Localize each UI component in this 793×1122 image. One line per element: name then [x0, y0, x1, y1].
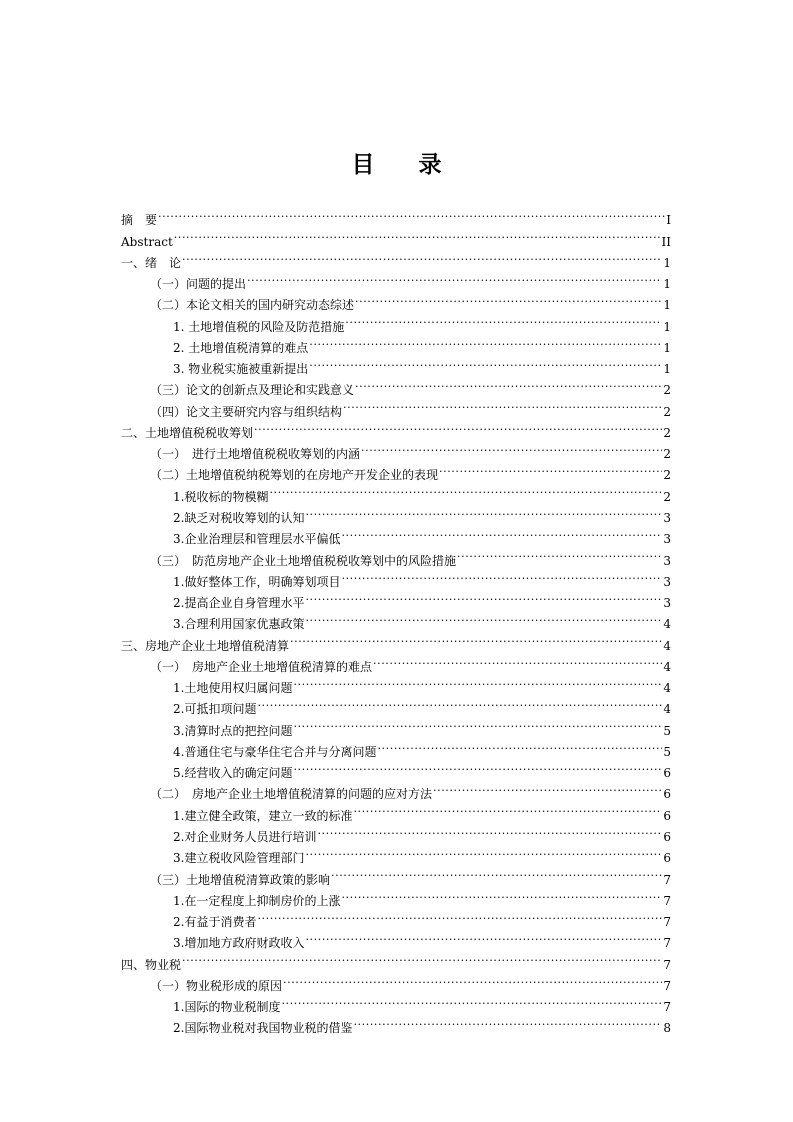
toc-leader-dots — [182, 246, 662, 267]
toc-entry-page-number: 6 — [663, 787, 671, 802]
toc-entry-page-number: 4 — [663, 681, 671, 696]
toc-entry-page-number: 7 — [663, 957, 671, 972]
toc-entry-page-number: 6 — [663, 829, 671, 844]
toc-entry-page-number: 6 — [663, 766, 671, 781]
toc-entry-page-number: 3 — [663, 596, 671, 611]
toc-entry-text: 1. 土地增值税的风险及防范措施 — [173, 319, 345, 334]
toc-entry-page-number: 3 — [663, 574, 671, 589]
toc-entry-text: 1.税收标的物模糊 — [173, 489, 269, 504]
toc-entry-page-number: 2 — [663, 404, 671, 419]
toc-entry-text: 3.清算时点的把控问题 — [173, 723, 293, 738]
toc-entry-text: 二、土地增值税税收筹划 — [121, 425, 254, 440]
toc-entry-page-number: 4 — [663, 659, 671, 674]
toc-entry-page-number: 6 — [663, 808, 671, 823]
toc-entry-page-number: 2 — [663, 468, 671, 483]
toc-title-char-2: 录 — [418, 152, 442, 178]
toc-entry-text: 摘 要 — [121, 213, 158, 228]
toc-entry-page-number: 5 — [663, 744, 671, 759]
toc-entry-text: 1.建立健全政策，建立一致的标准 — [173, 808, 353, 823]
toc-entry-page-number: 7 — [663, 978, 671, 993]
toc-leader-dots — [305, 926, 662, 947]
toc-entry-text: 5.经营收入的确定问题 — [173, 766, 293, 781]
toc-entry-text: 1.做好整体工作，明确筹划项目 — [173, 574, 341, 589]
toc-entry-page-number: 3 — [663, 532, 671, 547]
toc-leader-dots — [290, 628, 662, 649]
toc-entry-text: 3.建立税收风险管理部门 — [173, 851, 305, 866]
toc-leader-dots — [345, 309, 662, 330]
toc-entry-page-number: 1 — [663, 362, 671, 377]
toc-entry[interactable] — [121, 947, 671, 972]
toc-leader-dots — [247, 267, 662, 288]
toc-entry[interactable] — [121, 246, 671, 270]
toc-entry-text: （一） 进行土地增值税税收筹划的内涵 — [150, 447, 361, 462]
toc-entry-page-number: 8 — [663, 1021, 671, 1036]
toc-leader-dots — [433, 777, 662, 798]
toc-leader-dots — [331, 862, 662, 883]
toc-leader-dots — [158, 203, 665, 224]
toc-entry-text: 三、房地产企业土地增值税清算 — [121, 638, 290, 653]
toc-entry-text: 四、物业税 — [121, 957, 182, 972]
toc-leader-dots — [341, 884, 662, 905]
toc-leader-dots — [355, 288, 662, 309]
toc-entry-text: 3.合理利用国家优惠政策 — [173, 617, 305, 632]
toc-entry-page-number: 7 — [663, 936, 671, 951]
toc-leader-dots — [309, 331, 662, 352]
toc-leader-dots — [305, 607, 662, 628]
toc-entry-text: （二） 房地产企业土地增值税清算的问题的应对方法 — [150, 787, 433, 802]
toc-entry-text: （二）土地增值税纳税筹划的在房地产开发企业的表现 — [150, 468, 439, 483]
toc-leader-dots — [257, 692, 662, 713]
toc-entry-text: 4.普通住宅与豪华住宅合并与分离问题 — [173, 744, 377, 759]
toc-entry[interactable] — [121, 224, 671, 249]
toc-entry-page-number: 2 — [663, 447, 671, 462]
toc-entry-page-number: 7 — [663, 1000, 671, 1015]
toc-leader-dots — [293, 713, 662, 734]
toc-leader-dots — [341, 565, 662, 586]
toc-leader-dots — [353, 1011, 662, 1032]
toc-leader-dots — [293, 671, 662, 692]
toc-entry-text: 1.土地使用权归属问题 — [173, 681, 293, 696]
toc-leader-dots — [305, 841, 662, 862]
toc-entry-text: 2.有益于消费者 — [173, 915, 257, 930]
toc-leader-dots — [283, 969, 662, 990]
toc-leader-dots — [355, 373, 662, 394]
toc-leader-dots — [257, 905, 662, 926]
toc-leader-dots — [174, 224, 661, 245]
toc-leader-dots — [343, 394, 662, 415]
toc-entry-text: 一、绪 论 — [121, 255, 182, 270]
toc-entry-page-number: 4 — [663, 702, 671, 717]
toc-entry[interactable] — [121, 969, 671, 993]
toc-entry-page-number: 6 — [663, 851, 671, 866]
toc-entry-text: 2.国际物业税对我国物业税的借鉴 — [173, 1021, 353, 1036]
toc-title-char-1: 目 — [351, 152, 375, 178]
toc-entry-page-number: 1 — [663, 319, 671, 334]
toc-leader-dots — [361, 437, 662, 458]
toc-entry-page-number: 1 — [663, 298, 671, 313]
toc-entry-text: （二）本论文相关的国内研究动态综述 — [150, 298, 355, 313]
toc-entry-page-number: 4 — [663, 617, 671, 632]
toc-leader-dots — [281, 990, 662, 1011]
toc-entry-text: （三） 防范房地产企业土地增值税税收筹划中的风险措施 — [150, 553, 457, 568]
toc-leader-dots — [377, 735, 662, 756]
toc-entry-text: 2.缺乏对税收筹划的认知 — [173, 510, 305, 525]
toc-entry-page-number: 1 — [663, 340, 671, 355]
toc-entry-text: 2.可抵扣项问题 — [173, 702, 257, 717]
toc-entry-text: （三）土地增值税清算政策的影响 — [150, 872, 331, 887]
toc-entry[interactable] — [121, 203, 671, 228]
toc-entry-page-number: 5 — [663, 723, 671, 738]
toc-leader-dots — [305, 586, 662, 607]
toc-leader-dots — [293, 756, 662, 777]
toc-leader-dots — [317, 820, 662, 841]
toc-leader-dots — [353, 798, 662, 819]
toc-leader-dots — [182, 947, 662, 968]
toc-leader-dots — [373, 650, 662, 671]
toc-entry-text: （一）问题的提出 — [150, 277, 247, 292]
toc-leader-dots — [254, 416, 662, 437]
toc-entry-page-number: I — [666, 213, 671, 228]
toc-entry-text: 1.国际的物业税制度 — [173, 1000, 281, 1015]
toc-entry-page-number: 7 — [663, 893, 671, 908]
toc-entry-page-number: II — [661, 234, 671, 249]
toc-entry-page-number: 7 — [663, 915, 671, 930]
toc-entry-page-number: 1 — [663, 277, 671, 292]
toc-entry-text: 2. 土地增值税清算的难点 — [173, 340, 309, 355]
toc-entry-text: 2.对企业财务人员进行培训 — [173, 829, 317, 844]
toc-entry-page-number: 2 — [663, 383, 671, 398]
toc-leader-dots — [305, 501, 662, 522]
toc-list — [121, 203, 671, 1036]
toc-entry-text: Abstract — [121, 234, 173, 249]
toc-entry-text: （四）论文主要研究内容与组织结构 — [150, 404, 343, 419]
toc-entry-page-number: 3 — [663, 553, 671, 568]
toc-entry-text: 1.在一定程度上抑制房价的上涨 — [173, 893, 341, 908]
toc-entry-text: 3.增加地方政府财政收入 — [173, 936, 305, 951]
toc-entry-page-number: 2 — [663, 489, 671, 504]
toc-entry-page-number: 7 — [663, 872, 671, 887]
toc-leader-dots — [457, 543, 662, 564]
toc-entry-text: 3.企业治理层和管理层水平偏低 — [173, 532, 341, 547]
toc-entry-text: （一） 房地产企业土地增值税清算的难点 — [150, 659, 373, 674]
toc-entry-text: （一）物业税形成的原因 — [150, 978, 283, 993]
toc-entry-page-number: 3 — [663, 510, 671, 525]
toc-entry-text: （三）论文的创新点及理论和实践意义 — [150, 383, 355, 398]
toc-leader-dots — [269, 479, 662, 500]
toc-entry-page-number: 2 — [663, 425, 671, 440]
toc-entry-text: 3. 物业税实施被重新提出 — [173, 362, 309, 377]
toc-entry-page-number: 4 — [663, 638, 671, 653]
toc-title — [0, 146, 793, 179]
toc-entry[interactable] — [121, 267, 671, 292]
toc-entry-text: 2.提高企业自身管理水平 — [173, 596, 305, 611]
toc-leader-dots — [341, 522, 662, 543]
toc-leader-dots — [439, 458, 662, 479]
toc-leader-dots — [309, 352, 662, 373]
toc-entry-page-number: 1 — [663, 255, 671, 270]
